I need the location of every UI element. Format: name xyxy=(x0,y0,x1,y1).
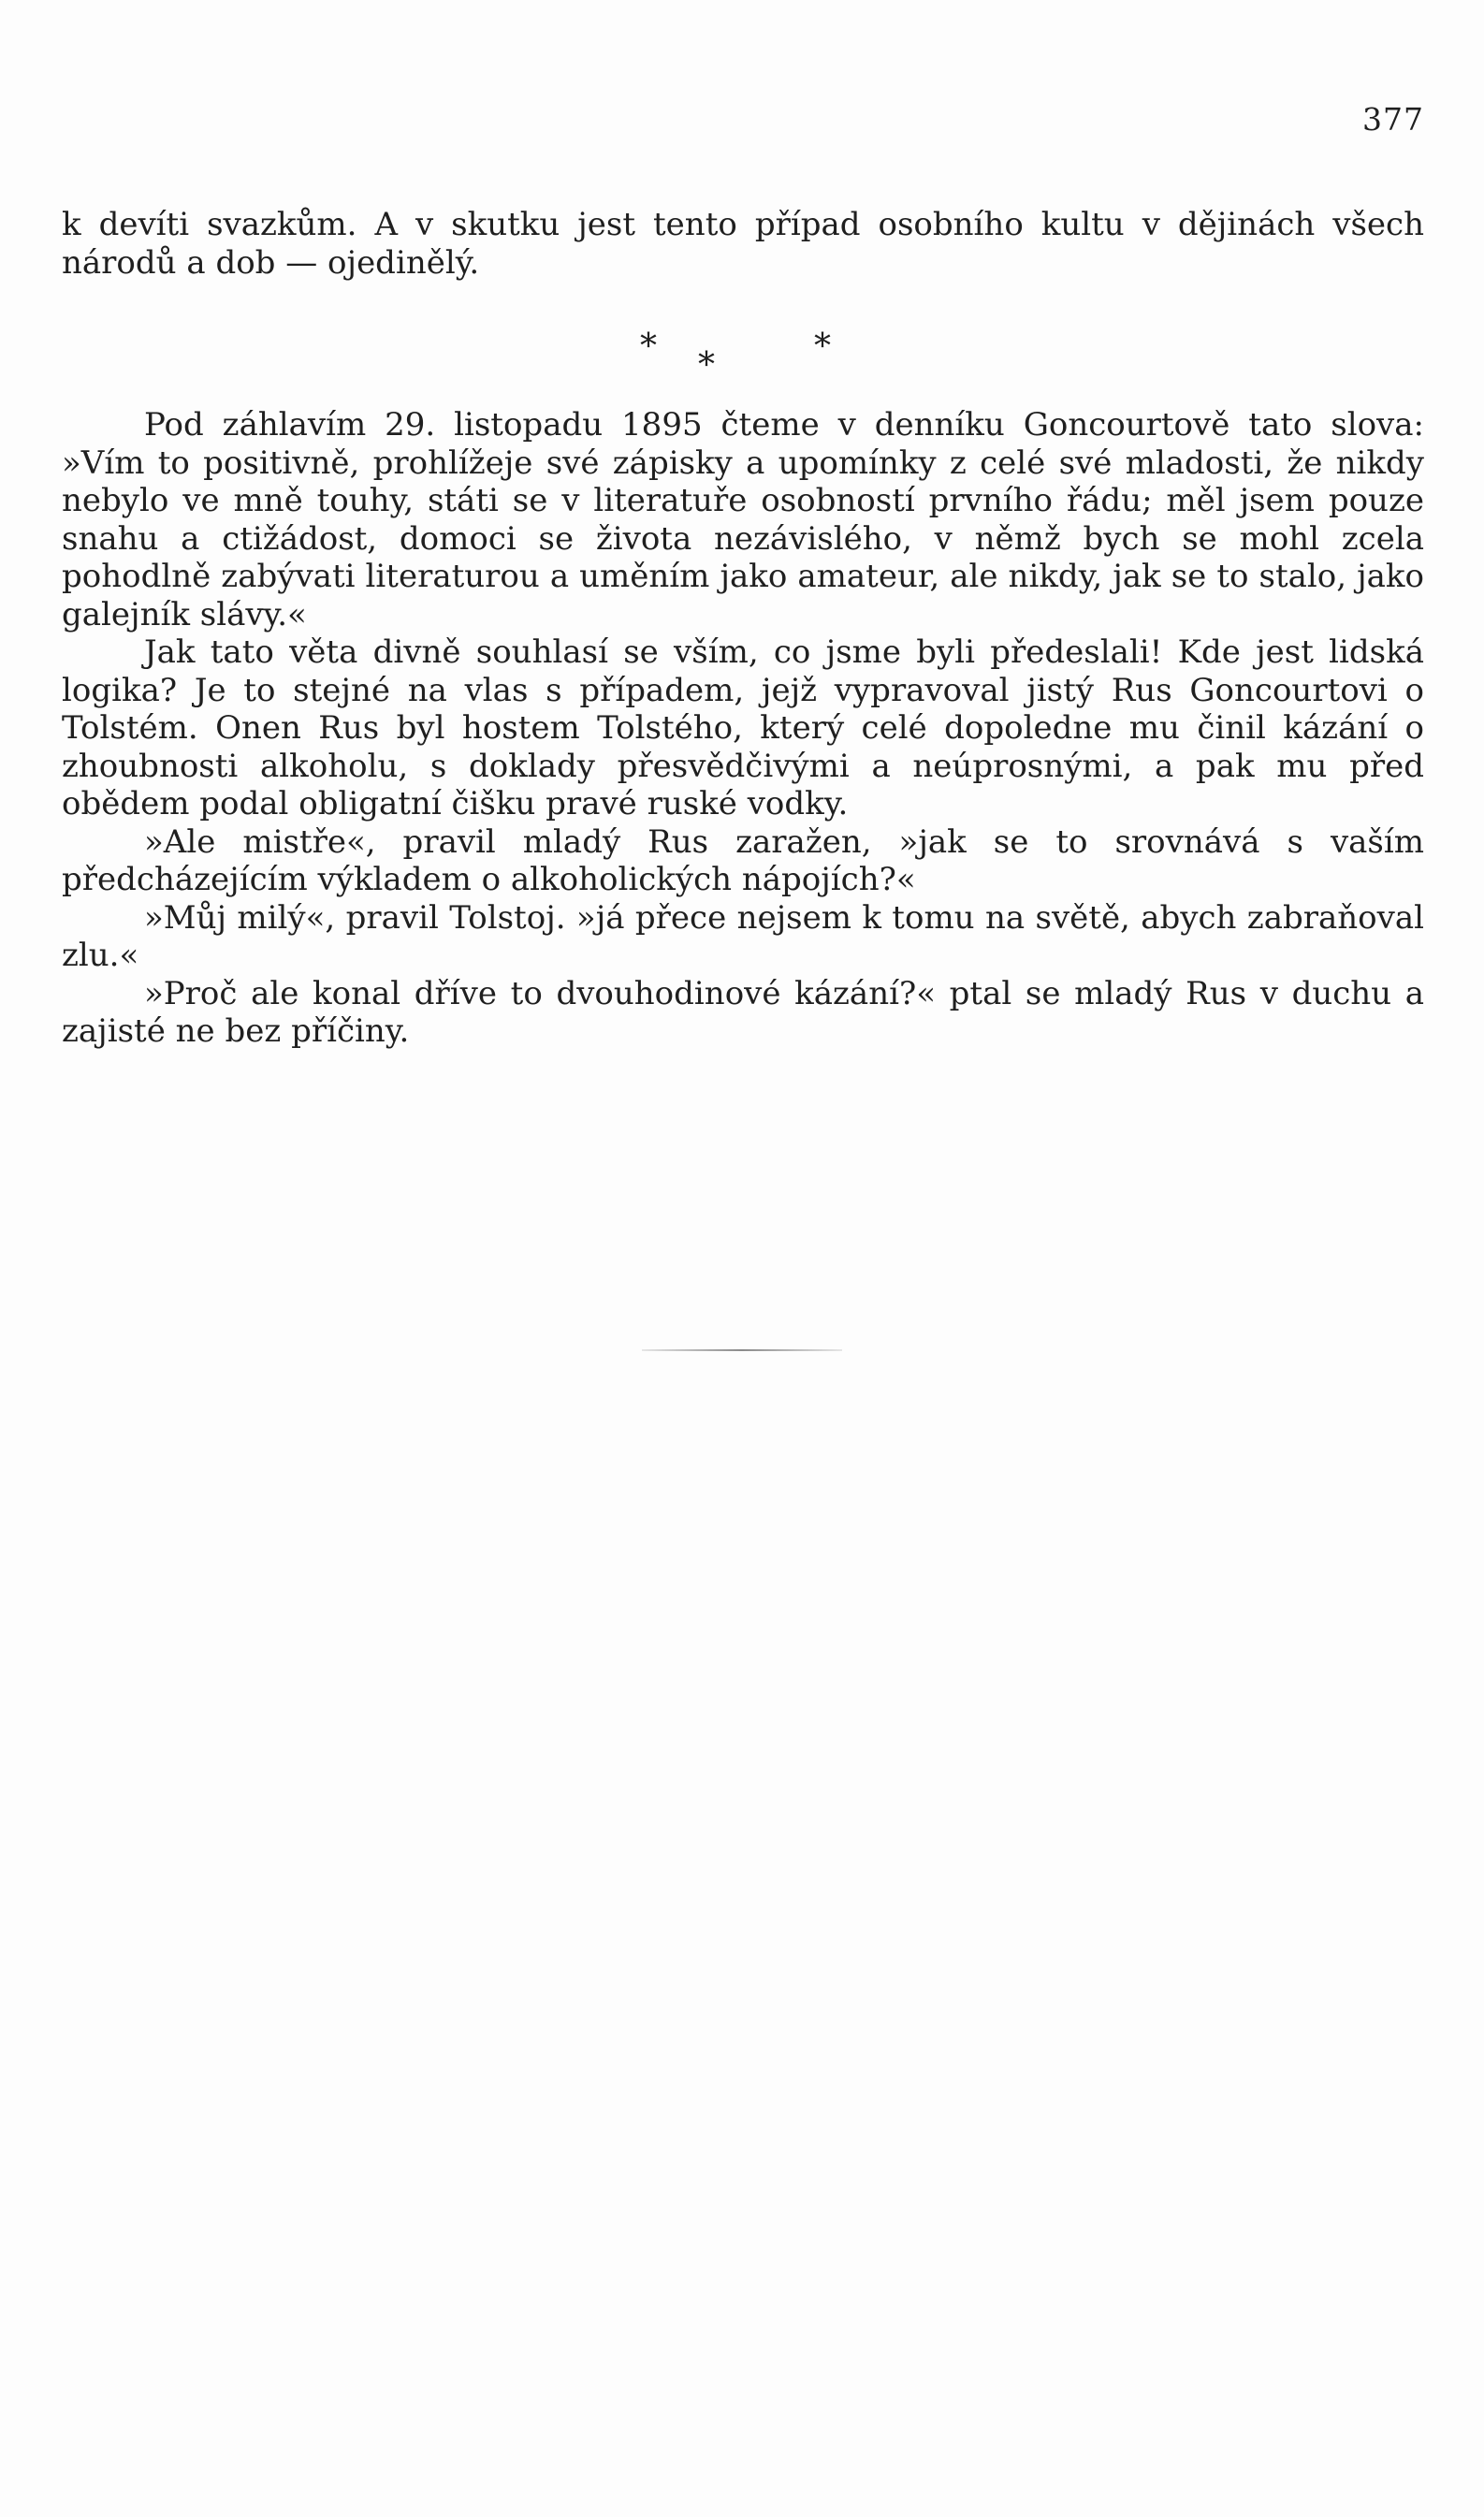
separator-asterisk: * xyxy=(814,327,831,366)
separator-asterisk: * xyxy=(698,346,715,385)
paragraph-goncourt: Pod záhlavím 29. listopadu 1895 čteme v denníku Goncourtově tato slova: »Vím to positivně, prohlížeje své zápisky a upomínky z celé své mladosti, že nikdy nebylo ve mně touhy, státi se v literatuře osobností prvního řádu; měl jsem pouze snahu a ctižádost, domoci se života nezávislého, v němž bych se mohl zcela pohodlně zabývati literaturou a uměním jako amateur, ale nikdy, jak se to stalo, jako galejník slávy.« xyxy=(62,406,1424,633)
intro-text-block xyxy=(62,206,1424,282)
paragraph-closing: »Proč ale konal dříve to dvouhodinové kázání?« ptal se mladý Rus v duchu a zajisté ne bez příčiny. xyxy=(62,974,1424,1050)
intro-paragraph: k devíti svazkům. A v skutku jest tento případ osobního kultu v dějinách všech národů a dob — ojedinělý. xyxy=(62,206,1424,282)
main-text-block xyxy=(62,406,1424,1051)
end-rule-divider xyxy=(642,1349,842,1351)
paragraph-tolstoy-reply: »Můj milý«, pravil Tolstoj. »já přece nejsem k tomu na světě, abych zabraňoval zlu.« xyxy=(62,898,1424,974)
section-separator xyxy=(640,327,846,384)
paragraph-logic: Jak tato věta divně souhlasí se vším, co jsme byli předeslali! Kde jest lidská logika? Je to stejné na vlas s případem, jejž vypravoval jistý Rus Goncourtovi o Tolstém. Onen Rus byl hostem Tolstého, který celé dopoledne mu činil kázání o zhoubnosti alkoholu, s doklady přesvědčivými a neúprosnými, a pak mu před obědem podal obligatní čišku pravé ruské vodky. xyxy=(62,633,1424,822)
separator-asterisk: * xyxy=(640,327,657,366)
page-number: 377 xyxy=(1362,101,1424,138)
paragraph-question: »Ale mistře«, pravil mladý Rus zaražen, »jak se to srovnává s vaším předcházejícím výkladem o alkoholických nápojích?« xyxy=(62,822,1424,898)
